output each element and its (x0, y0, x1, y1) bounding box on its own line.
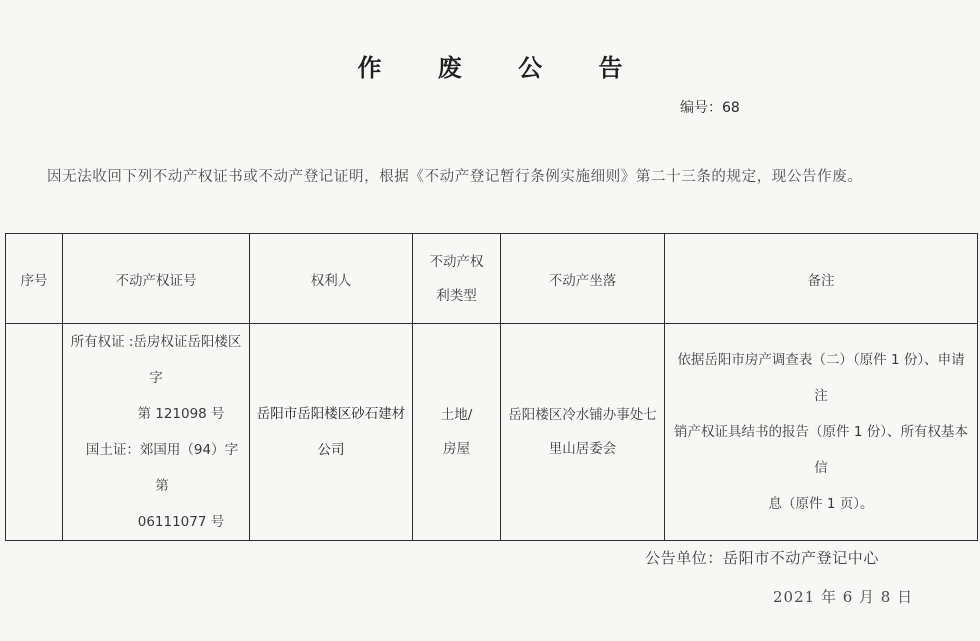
header-right-type-line2: 利类型 (436, 287, 477, 304)
location-line: 岳阳楼区冷水铺办事处七 (508, 407, 657, 423)
row-right-type (413, 324, 501, 541)
row-seq (6, 324, 63, 541)
holder-line: 岳阳市岳阳楼区砂石建材 (256, 406, 406, 422)
table-row (6, 324, 978, 541)
type-line: 土地/ (440, 407, 473, 423)
row-holder (250, 324, 413, 541)
issuing-unit: 公告单位：岳阳市不动产登记中心 (645, 549, 880, 567)
row-remark (665, 324, 978, 541)
header-cert-no: 不动产权证号 (63, 234, 250, 324)
remark-line: 销产权证具结书的报告（原件 1 份）、所有权基本信 (674, 424, 968, 476)
header-remark: 备注 (665, 234, 978, 324)
holder-line: 公司 (317, 442, 345, 458)
row-cert-no (63, 324, 250, 541)
header-seq: 序号 (6, 234, 63, 324)
void-certificate-table (5, 233, 978, 541)
header-right-type (413, 234, 501, 324)
cert-line: 第 121098 号 (137, 406, 225, 422)
table-header-row (6, 234, 978, 324)
cert-line: 06111077 号 (137, 514, 225, 530)
type-line: 房屋 (443, 441, 470, 457)
document-number-value: 68 (722, 100, 740, 116)
header-right-type-line1: 不动产权 (429, 253, 484, 270)
document-number (680, 97, 740, 117)
remark-line: 息（原件 1 页）。 (768, 496, 874, 512)
cert-line: 所有权证 :岳房权证岳阳楼区字 (70, 334, 242, 386)
document-number-label: 编号： (680, 100, 722, 116)
header-holder: 权利人 (250, 234, 413, 324)
remark-line: 依据岳阳市房产调查表（二）（原件 1 份）、申请注 (677, 352, 965, 404)
cert-line: 国土证：郊国用（94）字第 (85, 442, 239, 494)
header-location: 不动产坐落 (501, 234, 665, 324)
location-line: 里山居委会 (548, 441, 617, 457)
issue-date: 2021 年 6 月 8 日 (773, 588, 914, 606)
announcement-intro: 因无法收回下列不动产权证书或不动产登记证明，根据《不动产登记暂行条例实施细则》第二十三条的规定，现公告作废。 (47, 169, 863, 185)
row-location (501, 324, 665, 541)
document-title: 作 废 公 告 (357, 54, 647, 82)
